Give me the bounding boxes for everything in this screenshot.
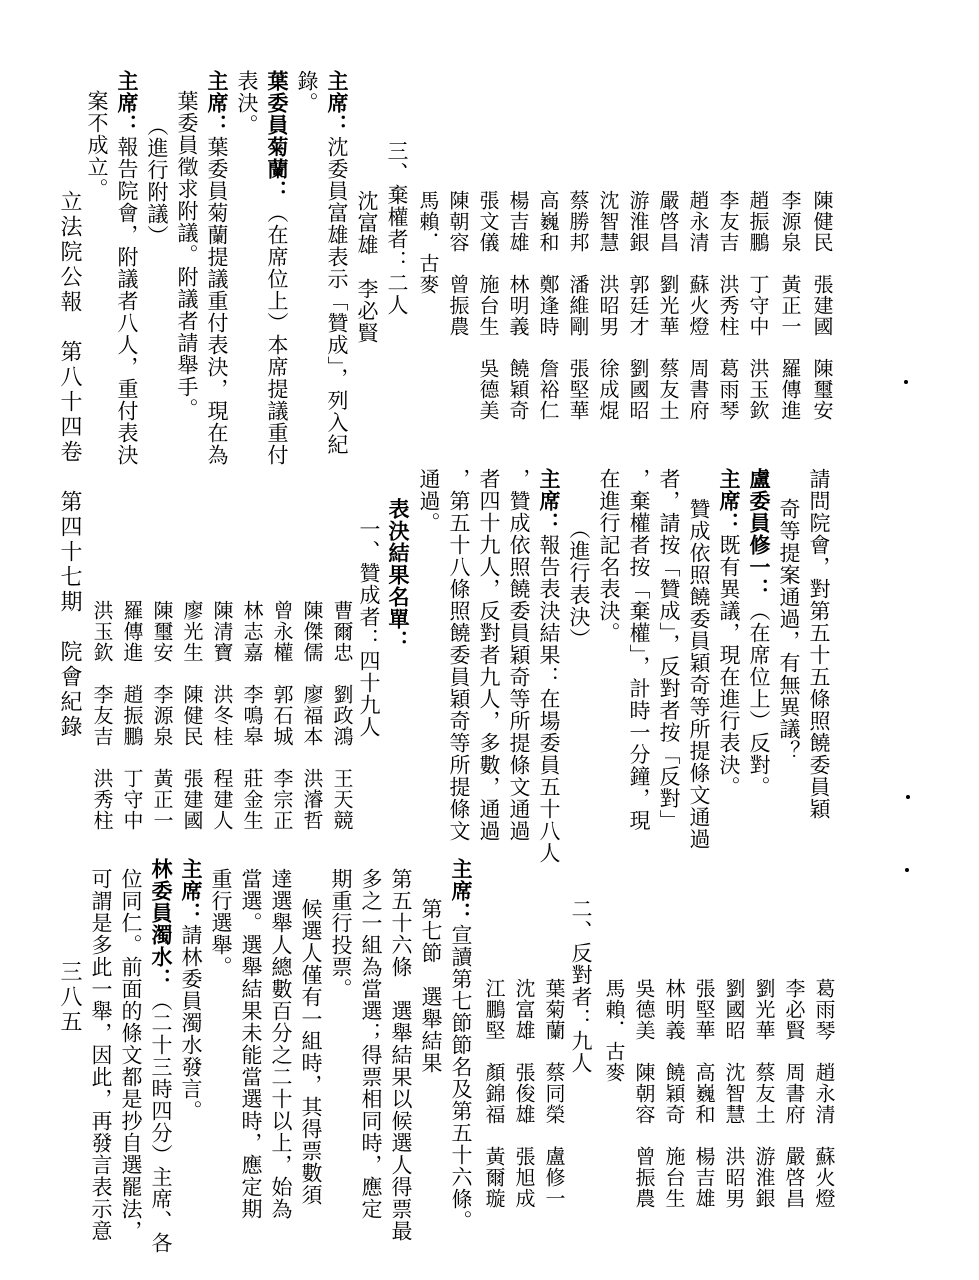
publication-footer xyxy=(54,190,85,740)
section-label: 院會紀錄 xyxy=(57,640,82,740)
name-row: 林明義 饒穎奇 施台生 xyxy=(662,978,686,1209)
approve-header: 一、贊成者：四十九人 xyxy=(357,518,381,738)
article-text: 期重行投票。 xyxy=(329,868,353,1000)
name-row: 游淮銀 郭廷才 劉國昭 xyxy=(626,190,650,421)
name-row: 吳德美 陳朝容 曾振農 xyxy=(632,978,656,1209)
text-line: 通過。 xyxy=(417,468,441,534)
chair-remark: 主席：沈委員富雄表示「贊成」，列入紀 xyxy=(325,70,350,456)
procedure-note: （進行附議） xyxy=(145,115,169,247)
scan-speck xyxy=(906,795,910,799)
name-row: 曹爾忠 劉政鴻 王天競 xyxy=(330,600,354,831)
speaker-remark: 盧委員修一：（在席位上）反對。 xyxy=(747,468,772,798)
name-row: 廖光生 陳健民 張建國 xyxy=(180,600,204,831)
chair-remark: 主席：報告院會，附議者八人，重付表決 xyxy=(115,70,140,466)
text-line: ，贊成依照饒委員穎奇等所提條文通過 xyxy=(507,468,531,842)
speaker-remark: 林委員濁水：（二十三時四分）主席、各 xyxy=(149,858,174,1254)
name-row: 陳朝容 曾振農 xyxy=(446,190,470,337)
text-line: 者，請按「贊成」，反對者按「反對」 xyxy=(657,468,681,832)
name-row: 張堅華 高巍和 楊吉雄 xyxy=(692,978,716,1209)
name-row: 馬賴．古麥 xyxy=(602,978,626,1083)
abstain-names: 沈富雄 李必賢 xyxy=(355,190,379,344)
name-row: 沈智慧 洪昭男 徐成焜 xyxy=(596,190,620,421)
text-line: 者四十九人，反對者九人，多數，通過 xyxy=(477,468,501,842)
text-line: ，第五十八條照饒委員穎奇等所提條文 xyxy=(447,468,471,842)
text-line: 在進行記名表決。 xyxy=(597,468,621,644)
name-row: 張文儀 施台生 吳德美 xyxy=(476,190,500,421)
against-name-row: 江鵬堅 顏錦福 黃爾璇 xyxy=(482,978,506,1209)
name-row: 羅傳進 趙振鵬 丁守中 xyxy=(120,600,144,831)
chair-remark: 主席：既有異議，現在進行表決。 xyxy=(717,468,742,798)
name-row: 高巍和 鄭逢時 詹裕仁 xyxy=(536,190,560,421)
text-line: 葉委員徵求附議。附議者請舉手。 xyxy=(175,90,199,420)
text-line: 贊成依照饒委員穎奇等所提條文通過 xyxy=(687,498,711,850)
publication-title: 立法院公報 xyxy=(57,190,82,315)
article-text: 候選人僅有一組時，其得票數須 xyxy=(299,898,323,1206)
scan-speck xyxy=(904,380,908,384)
article-text: 當選。選舉結果未能當選時，應定期 xyxy=(239,868,263,1220)
procedure-note: （進行表決） xyxy=(567,518,591,650)
name-row: 洪玉欽 李友吉 洪秀柱 xyxy=(90,600,114,831)
name-row: 陳清寶 洪冬桂 程建人 xyxy=(210,600,234,831)
text-line: ，棄權者按「棄權」，計時一分鐘，現 xyxy=(627,468,651,832)
text-line: 請問院會，對第五十五條照饒委員穎 xyxy=(807,468,831,820)
article-text: 多之一組為當選；得票相同時，應定 xyxy=(359,868,383,1220)
name-row: 曾永權 郭石城 李宗正 xyxy=(270,600,294,831)
against-header: 二、反對者：九人 xyxy=(569,898,593,1074)
chair-remark: 主席：宣讀第七節節名及第五十六條。 xyxy=(449,858,474,1232)
article-text: 重行選舉。 xyxy=(209,868,233,978)
name-row: 李友吉 洪秀柱 葛雨琴 xyxy=(716,190,740,421)
volume-label: 第八十四卷 xyxy=(57,340,82,465)
abstain-header: 三、棄權者：二人 xyxy=(385,140,409,316)
name-row: 陳健民 張建國 陳璽安 xyxy=(810,190,834,421)
speech-text: 位同仁。前面的條文都是抄自選罷法， xyxy=(119,868,143,1242)
issue-label: 第四十七期 xyxy=(57,490,82,615)
name-row: 陳傑儒 廖福本 洪濬哲 xyxy=(300,600,324,831)
name-row: 趙振鵬 丁守中 洪玉欽 xyxy=(746,190,770,421)
text-line: 案不成立。 xyxy=(85,90,109,200)
speech-text: 可謂是多此一舉，因此，再發言表示意 xyxy=(89,868,113,1242)
name-row: 蔡勝邦 潘維剛 張堅華 xyxy=(566,190,590,421)
name-row: 陳璽安 李源泉 黃正一 xyxy=(150,600,174,831)
against-name-row: 葉菊蘭 蔡同榮 盧修一 xyxy=(542,978,566,1209)
against-name-row: 沈富雄 張俊雄 張旭成 xyxy=(512,978,536,1209)
name-row: 葛雨琴 趙永清 蘇火燈 xyxy=(812,978,836,1209)
chair-remark: 主席：請林委員濁水發言。 xyxy=(179,858,204,1122)
name-row: 李必賢 周書府 嚴啓昌 xyxy=(782,978,806,1209)
name-row: 林志嘉 李鳴皋 莊金生 xyxy=(240,600,264,831)
name-row: 李源泉 黃正一 羅傳進 xyxy=(778,190,802,421)
name-row: 馬賴．古麥 xyxy=(416,190,440,295)
results-heading: 表決結果名單： xyxy=(386,498,411,652)
name-row: 趙永清 蘇火燈 周書府 xyxy=(686,190,710,421)
article-text: 達選舉人總數百分之二十以上，始為 xyxy=(269,868,293,1220)
name-row: 嚴啓昌 劉光華 蔡友土 xyxy=(656,190,680,421)
chair-remark: 主席：報告表決結果：在場委員五十八人 xyxy=(537,468,562,864)
text-line: 錄。 xyxy=(295,70,319,114)
scan-speck xyxy=(905,868,909,872)
name-row: 劉光華 蔡友土 游淮銀 xyxy=(752,978,776,1209)
article-text: 第五十六條 選舉結果以候選人得票最 xyxy=(389,868,413,1242)
motion-remark: 葉委員菊蘭：（在席位上）本席提議重付 xyxy=(265,70,290,466)
name-row: 楊吉雄 林明義 饒穎奇 xyxy=(506,190,530,421)
page-number: 三八五 xyxy=(57,960,82,1035)
section-title: 第七節 選舉結果 xyxy=(419,898,443,1074)
text-line: 奇等提案通過，有無異議？ xyxy=(777,498,801,762)
name-row: 劉國昭 沈智慧 洪昭男 xyxy=(722,978,746,1209)
chair-remark: 主席：葉委員菊蘭提議重付表決，現在為 xyxy=(205,70,230,466)
text-line: 表決。 xyxy=(235,70,259,136)
